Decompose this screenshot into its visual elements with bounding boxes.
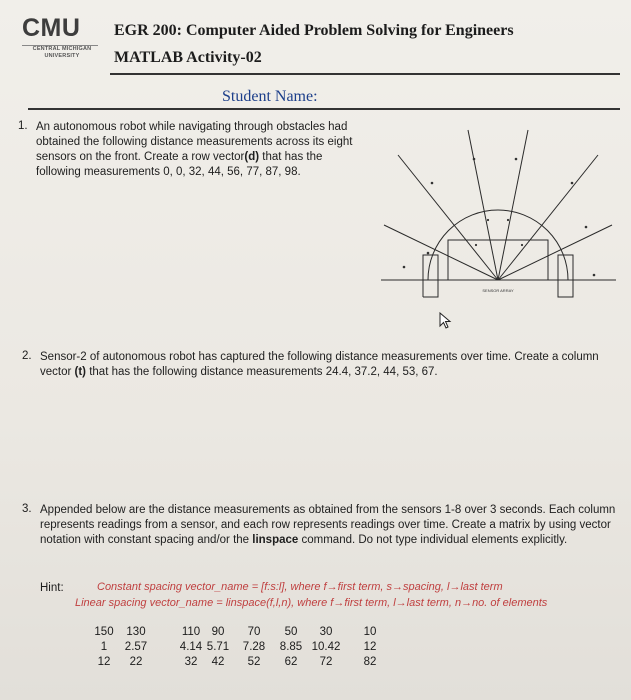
matrix-cell: 10.42 <box>311 641 341 653</box>
matrix-cell: 32 <box>184 656 198 668</box>
matrix-cell: 12 <box>97 656 111 668</box>
question-2-text: Sensor-2 of autonomous robot has captured the following distance measurements over time. Create a column vector (t) that has the following distance measurements 24.4, 37.2, 44, 53, 67. <box>40 351 599 378</box>
sensor-ray <box>384 225 498 280</box>
question-1-text: An autonomous robot while navigating through obstacles had obtained the following distance measurements across its eight sensors on the front. Create a row vector(d) that has the following measurements 0, 0, 32, 44, 56, 77, 87, 98. <box>36 121 353 178</box>
question-3-text: Appended below are the distance measurements as obtained from the sensors 1-8 over 3 seconds. Each column represents readings from a sensor, and each row represents readings over time. Create a matrix by using vector notation with constant spacing and/or the linspace command. Do not type individual elements explicitly. <box>40 504 616 546</box>
matrix-cell: 8.85 <box>279 641 303 653</box>
matrix-cell: 90 <box>211 626 225 638</box>
course-title: EGR 200: Computer Aided Problem Solving for Engineers <box>114 22 514 39</box>
hint-linear-spacing: Linear spacing vector_name = linspace(f,l,n), where f→first term, l→last term, n→no. of elements <box>75 597 548 609</box>
matrix-cell: 22 <box>129 656 143 668</box>
matrix-cell: 30 <box>319 626 333 638</box>
mouse-pointer-icon <box>438 312 454 330</box>
matrix-cell: 72 <box>319 656 333 668</box>
hint-constant-spacing: Constant spacing vector_name = [f:s:l], where f→first term, s→spacing, l→last term <box>97 581 503 593</box>
cmu-logo: CMU <box>22 14 81 42</box>
student-name-label: Student Name: <box>222 88 318 105</box>
sensor-ray <box>468 130 498 280</box>
matrix-cell: 62 <box>284 656 298 668</box>
robot-label: SENSOR ARRAY <box>482 288 514 293</box>
question-1-number: 1. <box>18 120 28 132</box>
sensor-ray <box>498 225 612 280</box>
matrix-cell: 12 <box>363 641 377 653</box>
matrix-cell: 150 <box>94 626 114 638</box>
matrix-cell: 70 <box>247 626 261 638</box>
matrix-cell: 7.28 <box>242 641 266 653</box>
matrix-cell: 10 <box>363 626 377 638</box>
question-2-number: 2. <box>22 350 32 362</box>
matrix-cell: 52 <box>247 656 261 668</box>
sensor-arc <box>428 210 568 280</box>
hint-label: Hint: <box>40 582 64 594</box>
cmu-logo-subtitle: CENTRAL MICHIGAN UNIVERSITY <box>32 46 92 59</box>
student-name-rule <box>28 108 620 110</box>
matrix-cell: 4.14 <box>179 641 203 653</box>
matrix-cell: 82 <box>363 656 377 668</box>
robot-sensor-diagram <box>376 125 621 310</box>
matrix-cell: 130 <box>126 626 146 638</box>
matrix-cell: 2.57 <box>124 641 148 653</box>
matrix-cell: 5.71 <box>206 641 230 653</box>
matrix-cell: 42 <box>211 656 225 668</box>
sensor-ray <box>498 130 528 280</box>
header-rule <box>110 73 620 75</box>
activity-title: MATLAB Activity-02 <box>114 49 262 66</box>
matrix-cell: 50 <box>284 626 298 638</box>
matrix-cell: 1 <box>100 641 108 653</box>
question-3-number: 3. <box>22 503 32 515</box>
matrix-cell: 110 <box>181 626 201 638</box>
